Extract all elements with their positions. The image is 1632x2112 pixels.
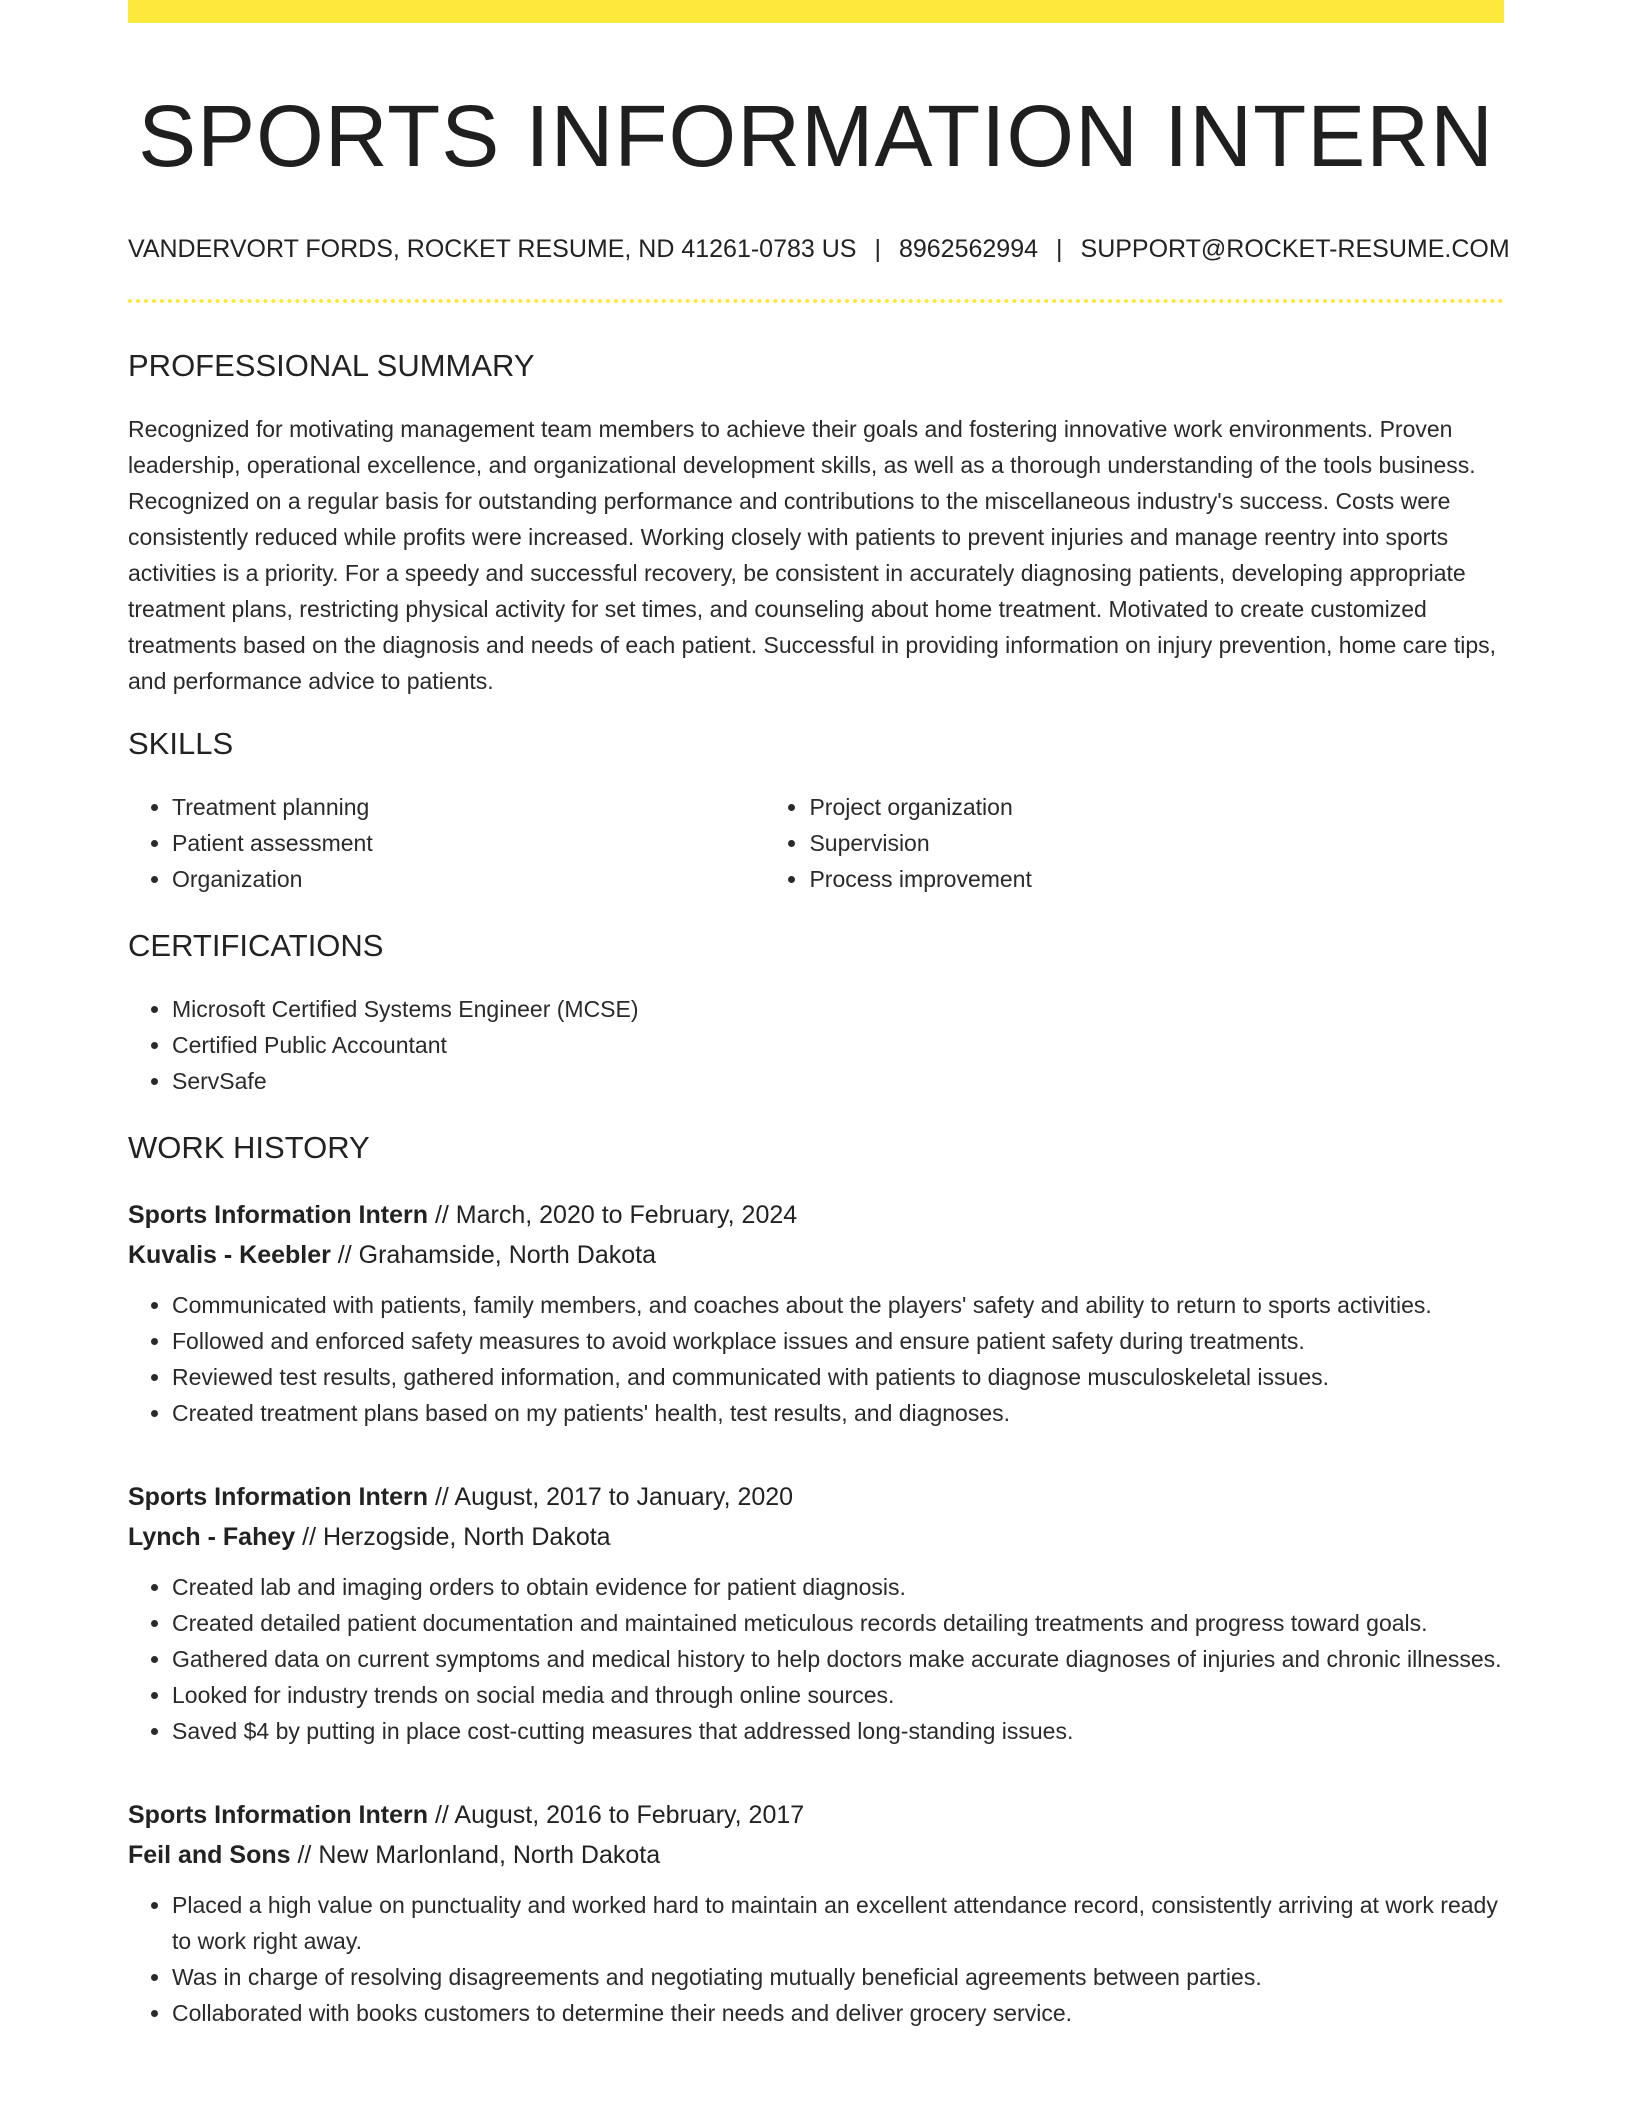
job-company: Kuvalis - Keebler — [128, 1241, 331, 1269]
job-dates: // August, 2016 to February, 2017 — [428, 1801, 805, 1829]
job-company: Feil and Sons — [128, 1841, 291, 1869]
dotted-divider — [128, 299, 1504, 303]
skills-list — [128, 789, 1504, 897]
job-bullets — [128, 1287, 1504, 1431]
job-bullet: • Followed and enforced safety measures to avoid workplace issues and ensure patient safety during treatments. — [172, 1323, 1504, 1359]
job-bullet: • Created lab and imaging orders to obtain evidence for patient diagnosis. — [172, 1569, 1504, 1605]
job-entry — [128, 1195, 1504, 1431]
skill-item: • Treatment planning — [172, 789, 765, 825]
certification-item: • Certified Public Accountant — [172, 1027, 1504, 1063]
job-bullets — [128, 1569, 1504, 1749]
skill-item: • Process improvement — [809, 861, 1504, 897]
certification-item: • Microsoft Certified Systems Engineer (MCSE) — [172, 991, 1504, 1027]
job-bullet: • Created detailed patient documentation and maintained meticulous records detailing treatments and progress toward goals. — [172, 1605, 1504, 1641]
job-company-line — [128, 1835, 1504, 1875]
job-bullets — [128, 1887, 1504, 2031]
job-bullet: • Created treatment plans based on my patients' health, test results, and diagnoses. — [172, 1395, 1504, 1431]
contact-separator: | — [874, 235, 881, 263]
job-bullet: • Saved $4 by putting in place cost-cutting measures that addressed long-standing issues. — [172, 1713, 1504, 1749]
job-entry — [128, 1477, 1504, 1749]
job-bullet: • Placed a high value on punctuality and worked hard to maintain an excellent attendance record, consistently arriving at work ready to work right away. — [172, 1887, 1504, 1959]
contact-line — [128, 233, 1510, 265]
job-company: Lynch - Fahey — [128, 1523, 296, 1551]
phone: 8962562994 — [898, 235, 1039, 263]
job-title-line — [128, 1195, 1504, 1235]
job-company-line — [128, 1235, 1504, 1275]
job-title: Sports Information Intern — [128, 1801, 428, 1829]
section-title-work-history: WORK HISTORY — [128, 1130, 370, 1165]
section-title-skills: SKILLS — [128, 726, 234, 761]
job-bullet: • Communicated with patients, family members, and coaches about the players' safety and ability to return to sports activities. — [172, 1287, 1504, 1323]
job-location: // Herzogside, North Dakota — [295, 1523, 611, 1551]
job-location: // New Marlonland, North Dakota — [290, 1841, 661, 1869]
skill-item: • Project organization — [809, 789, 1504, 825]
accent-bar — [128, 0, 1504, 23]
job-title-line — [128, 1477, 1504, 1517]
job-company-line — [128, 1517, 1504, 1557]
skill-item: • Supervision — [809, 825, 1504, 861]
job-title-line — [128, 1795, 1504, 1835]
job-bullet: • Gathered data on current symptoms and medical history to help doctors make accurate diagnoses of injuries and chronic illnesses. — [172, 1641, 1504, 1677]
certification-item: • ServSafe — [172, 1063, 1504, 1099]
job-dates: // March, 2020 to February, 2024 — [428, 1201, 798, 1229]
contact-separator: | — [1056, 235, 1063, 263]
job-bullet: • Collaborated with books customers to determine their needs and deliver grocery service. — [172, 1995, 1504, 2031]
job-title: Sports Information Intern — [128, 1483, 428, 1511]
job-bullet: • Looked for industry trends on social media and through online sources. — [172, 1677, 1504, 1713]
address: VANDERVORT FORDS, ROCKET RESUME, ND 41261-0783 US — [128, 235, 857, 263]
job-bullet: • Reviewed test results, gathered information, and communicated with patients to diagnose musculoskeletal issues. — [172, 1359, 1504, 1395]
section-title-summary: PROFESSIONAL SUMMARY — [128, 348, 535, 383]
email: SUPPORT@ROCKET-RESUME.COM — [1080, 235, 1510, 263]
resume-page — [128, 0, 1510, 2031]
skills-column-left — [128, 789, 765, 897]
certifications-list — [128, 991, 1504, 1099]
job-bullet: • Was in charge of resolving disagreements and negotiating mutually beneficial agreements between parties. — [172, 1959, 1504, 1995]
summary-text: Recognized for motivating management team members to achieve their goals and fostering innovative work environments. Proven leadership, operational excellence, and organizational development skills, as well as a thorough understanding of the tools business. Recognized on a regular basis for outstanding performance and contributions to the miscellaneous industry's success. Costs were consistently reduced while profits were increased. Working closely with patients to prevent injuries and manage reentry into sports activities is a priority. For a speedy and successful recovery, be consistent in accurately diagnosing patients, developing appropriate treatment plans, restricting physical activity for set times, and counseling about home treatment. Motivated to create customized treatments based on the diagnosis and needs of each patient. Successful in providing information on injury prevention, home care tips, and performance advice to patients. — [128, 416, 1497, 694]
job-entry — [128, 1795, 1504, 2031]
section-title-certifications: CERTIFICATIONS — [128, 928, 384, 963]
job-title: Sports Information Intern — [128, 1201, 428, 1229]
job-location: // Grahamside, North Dakota — [330, 1241, 656, 1269]
skill-item: • Patient assessment — [172, 825, 765, 861]
job-dates: // August, 2017 to January, 2020 — [428, 1483, 794, 1511]
skill-item: • Organization — [172, 861, 765, 897]
candidate-name: SPORTS INFORMATION INTERN — [138, 88, 1494, 185]
skills-column-right — [765, 789, 1504, 897]
